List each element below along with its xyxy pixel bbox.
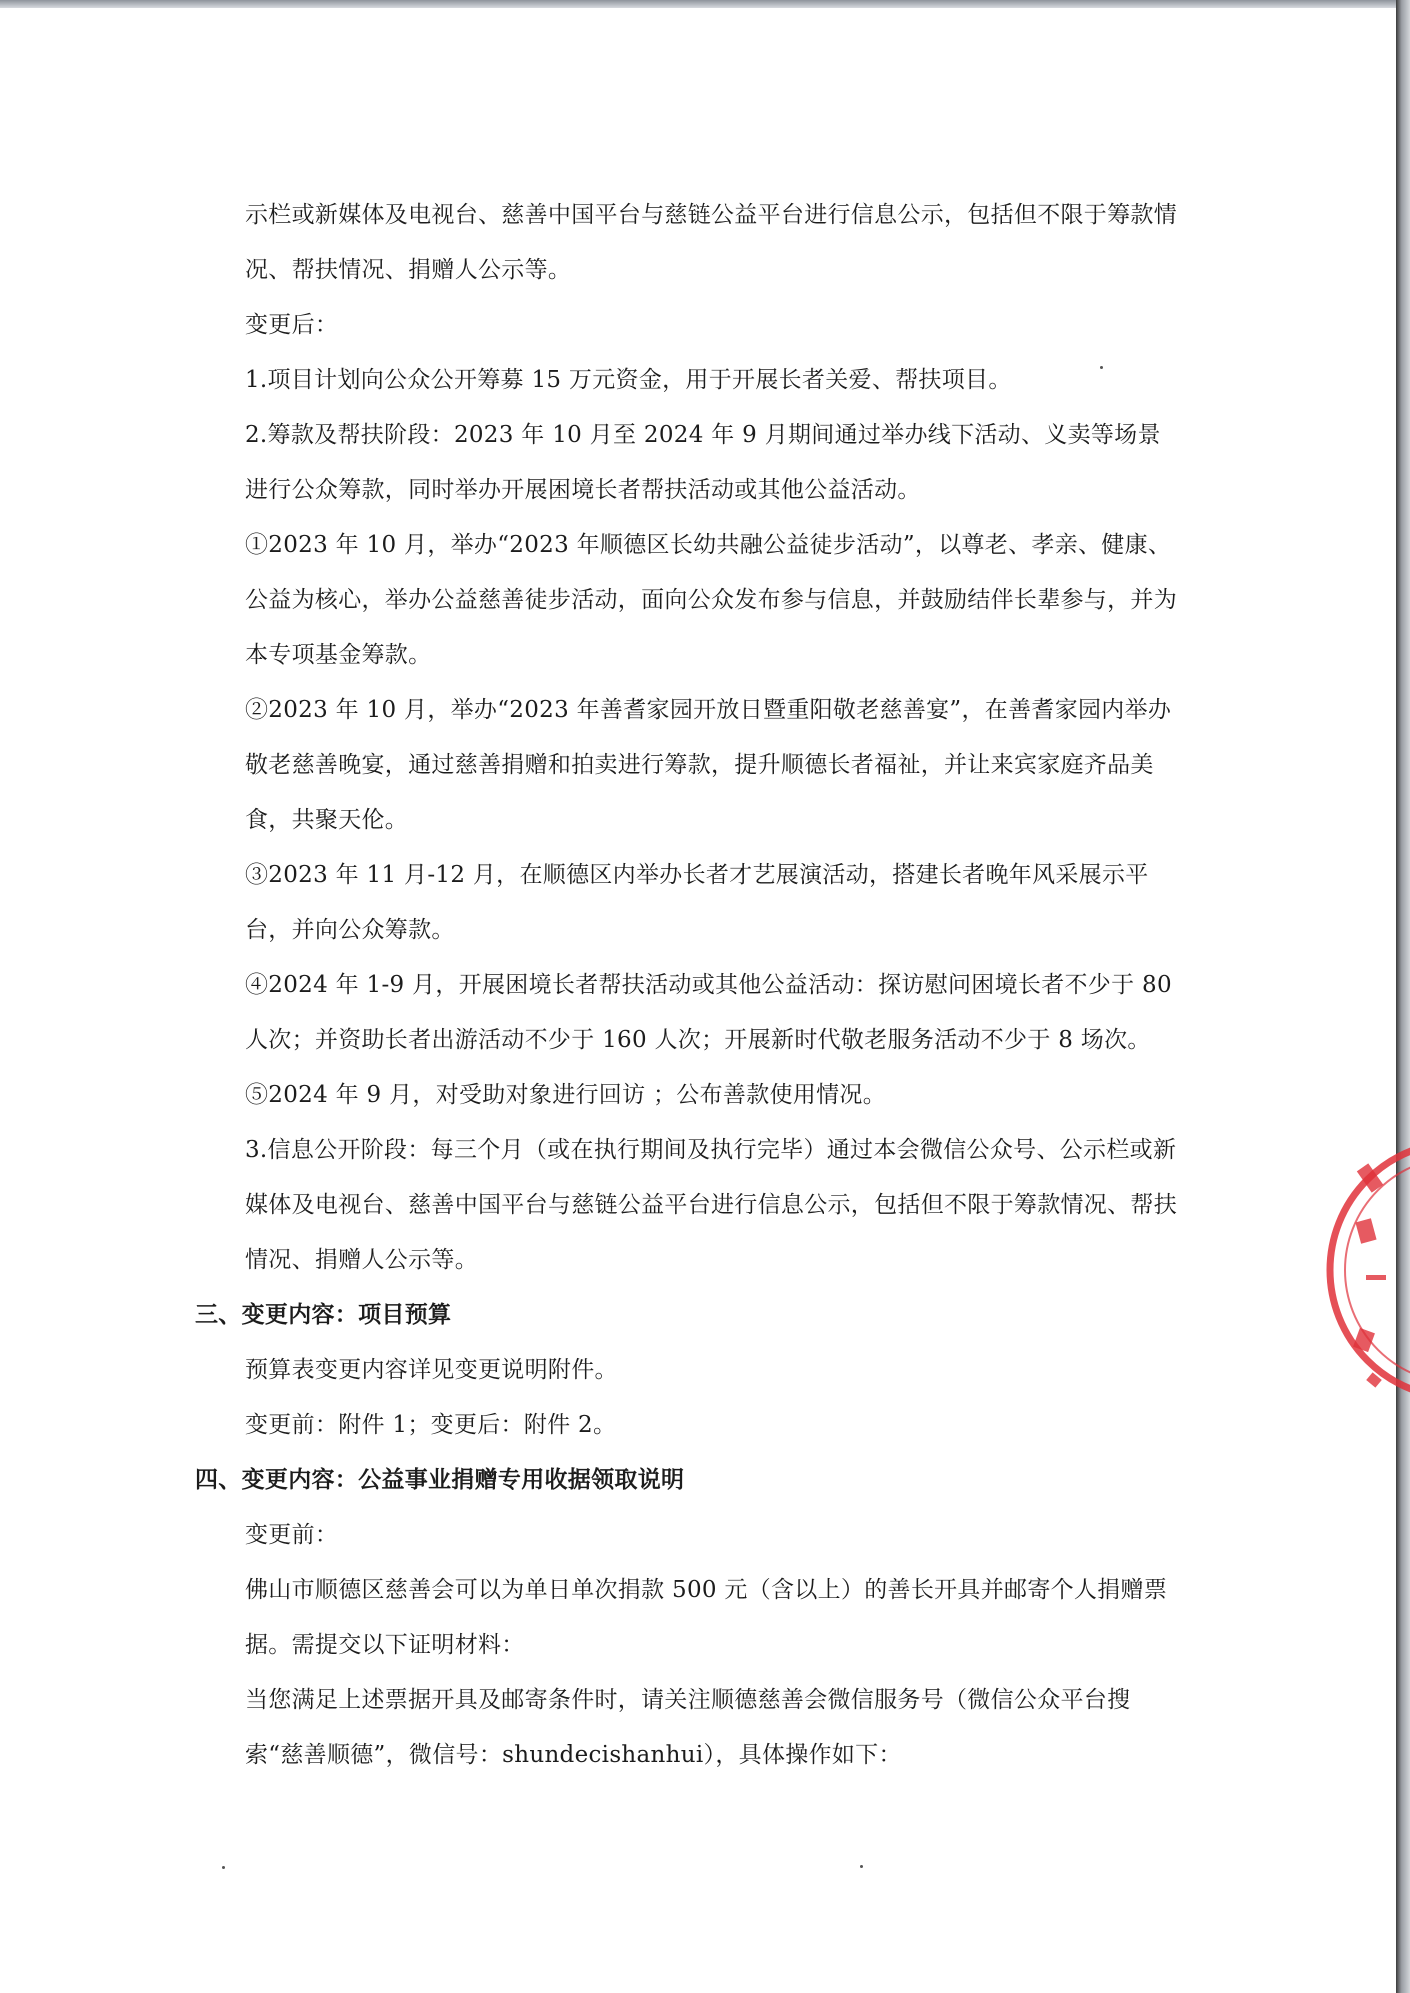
- scan-speck: [222, 1866, 225, 1869]
- paragraph-subitem-4: ④2024 年 1-9 月，开展困境长者帮扶活动或其他公益活动：探访慰问困境长者不少于 80 人次；并资助长者出游活动不少于 160 人次；开展新时代敬老服务活动不少于 8 场次。: [245, 972, 1172, 1053]
- paragraph-attachments: 变更前：附件 1；变更后：附件 2。: [245, 1412, 617, 1438]
- paragraph-subitem-5: ⑤2024 年 9 月，对受助对象进行回访 ；公布善款使用情况。: [245, 1082, 887, 1108]
- paragraph-receipt-steps: 当您满足上述票据开具及邮寄条件时，请关注顺德慈善会微信服务号（微信公众平台搜索“慈善顺德”，微信号：shundecishanhui），具体操作如下：: [245, 1687, 1131, 1768]
- scan-speck: [860, 1865, 863, 1868]
- paragraph-before-change-label: 变更前：: [245, 1522, 339, 1548]
- paragraph-budget-note: 预算表变更内容详见变更说明附件。: [245, 1357, 618, 1383]
- paragraph-after-change-label: 变更后：: [245, 312, 339, 338]
- paragraph-subitem-1: ①2023 年 10 月，举办“2023 年顺德区长幼共融公益徒步活动”，以尊老、孝亲、健康、公益为核心，举办公益慈善徒步活动，面向公众发布参与信息，并鼓励结伴长辈参与，并为本专项基金筹款。: [245, 532, 1177, 668]
- red-seal-stamp: [1318, 1125, 1410, 1415]
- paragraph-continuation: 示栏或新媒体及电视台、慈善中国平台与慈链公益平台进行信息公示，包括但不限于筹款情况、帮扶情况、捐赠人公示等。: [245, 202, 1177, 283]
- scan-speck: [1100, 366, 1103, 369]
- paragraph-item-3: 3.信息公开阶段：每三个月（或在执行期间及执行完毕）通过本会微信公众号、公示栏或新媒体及电视台、慈善中国平台与慈链公益平台进行信息公示，包括但不限于筹款情况、帮扶情况、捐赠人公示等。: [245, 1137, 1177, 1273]
- paragraph-subitem-3: ③2023 年 11 月-12 月，在顺德区内举办长者才艺展演活动，搭建长者晚年风采展示平台，并向公众筹款。: [245, 862, 1149, 943]
- document-body: [195, 188, 1177, 1783]
- paragraph-item-1: 1.项目计划向公众公开筹募 15 万元资金，用于开展长者关爱、帮扶项目。: [245, 367, 1012, 393]
- paragraph-receipt-rule: 佛山市顺德区慈善会可以为单日单次捐款 500 元（含以上）的善长开具并邮寄个人捐赠票据。需提交以下证明材料：: [245, 1577, 1168, 1658]
- paragraph-subitem-2: ②2023 年 10 月，举办“2023 年善耆家园开放日暨重阳敬老慈善宴”，在善耆家园内举办敬老慈善晚宴，通过慈善捐赠和拍卖进行筹款，提升顺德长者福祉，并让来宾家庭齐品美食，共聚天伦。: [245, 697, 1172, 833]
- paragraph-item-2: 2.筹款及帮扶阶段：2023 年 10 月至 2024 年 9 月期间通过举办线下活动、义卖等场景进行公众筹款，同时举办开展困境长者帮扶活动或其他公益活动。: [245, 422, 1161, 503]
- document-page: [0, 8, 1396, 1993]
- section-heading-4: 四、变更内容：公益事业捐赠专用收据领取说明: [195, 1467, 685, 1493]
- page-edge-shadow: [1396, 0, 1410, 1993]
- section-heading-3: 三、变更内容：项目预算: [195, 1302, 452, 1328]
- scan-top-border: [0, 0, 1410, 8]
